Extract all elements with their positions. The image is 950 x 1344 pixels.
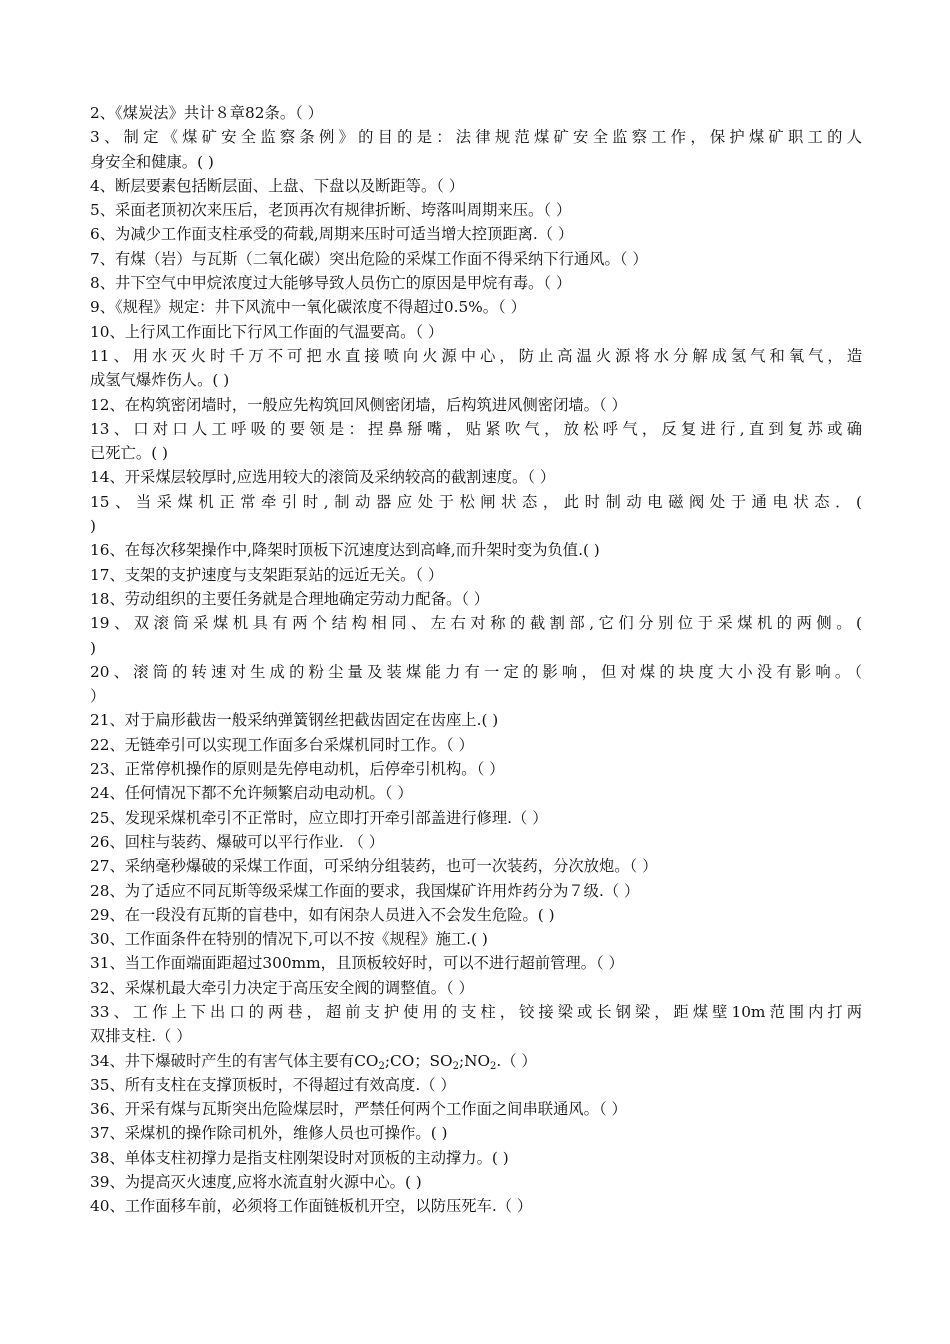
question-line: 6、为减少工作面支柱承受的荷载,周期来压时可适当增大控顶距离.（ ） [90,225,574,244]
question-line: 35、所有支柱在支撑顶板时，不得超过有效高度.（ ） [90,1075,456,1094]
question-line: 33、工作上下出口的两巷，超前支护使用的支柱，铰接梁或长钢梁，距煤壁10m范围内打两 [90,1002,862,1021]
question-line: 32、采煤机最大牵引力决定于高压安全阀的调整值。（ ） [90,978,474,997]
question-line: ） [90,687,106,706]
question-line: 19、双滚筒采煤机具有两个结构相同、左右对称的截割部,它们分别位于采煤机的两侧。( [90,614,862,633]
question-line: 27、采纳毫秒爆破的采煤工作面，可采纳分组装药，也可一次装药，分次放炮。（ ） [90,857,658,876]
question-line: 已死亡。( ) [90,444,168,463]
question-line: 22、无链牵引可以实现工作面多台采煤机同时工作。（ ） [90,735,474,754]
question-line: 16、在每次移架操作中,降架时顶板下沉速度达到高峰,而升架时变为负值.( ) [90,541,600,560]
question-line: 24、任何情况下都不允许频繁启动电动机。（ ） [90,784,413,803]
question-line: 14、开采煤层较厚时,应选用较大的滚筒及采纳较高的截割速度。（ ） [90,468,556,487]
question-line: 10、上行风工作面比下行风工作面的气温要高。（ ） [90,322,444,341]
question-line: 11、用水灭火时千万不可把水直接喷向火源中心，防止高温火源将水分解成氢气和氧气，造 [90,346,862,365]
question-line: ) [90,638,96,657]
question-line: 13、口对口人工呼吸的要领是：捏鼻掰嘴，贴紧吹气，放松呼气，反复进行,直到复苏或确 [90,419,862,438]
question-line: 30、工作面条件在特别的情况下,可以不按《规程》施工.( ) [90,930,488,949]
question-line: 38、单体支柱初撑力是指支柱刚架设时对顶板的主动撑力。( ) [90,1148,509,1167]
question-line: 31、当工作面端面距超过300mm，且顶板较好时，可以不进行超前管理。（ ） [90,954,624,973]
question-list [90,101,862,1219]
question-line: 9、《规程》规定：井下风流中一氧化碳浓度不得超过0.5%。（ ） [90,298,526,317]
question-line: 25、发现采煤机牵引不正常时，应立即打开牵引部盖进行修理.（ ） [90,808,548,827]
question-line: 身安全和健康。( ) [90,152,214,171]
question-line: 双排支柱.（ ） [90,1027,192,1046]
question-line: 4、断层要素包括断层面、上盘、下盘以及断距等。（ ） [90,176,465,195]
question-line: 28、为了适应不同瓦斯等级采煤工作面的要求，我国煤矿许用炸药分为７级.（ ） [90,881,640,900]
question-line: 21、对于扁形截齿一般采纳弹簧钢丝把截齿固定在齿座上.( ) [90,711,499,730]
question-line: 37、采煤机的操作除司机外，维修人员也可操作。( ) [90,1124,448,1143]
question-line: 5、采面老顶初次来压后，老顶再次有规律折断、垮落叫周期来压。（ ） [90,201,572,220]
question-line: 36、开采有煤与瓦斯突出危险煤层时，严禁任何两个工作面之间串联通风。（ ） [90,1100,627,1119]
question-line: 成氢气爆炸伤人。( ) [90,371,230,390]
question-line: 15、当采煤机正常牵引时,制动器应处于松闸状态，此时制动电磁阀处于通电状态．( [90,492,862,511]
question-line: 12、在构筑密闭墙时，一般应先构筑回风侧密闭墙，后构筑进风侧密闭墙。（ ） [90,395,627,414]
question-line: 8、井下空气中甲烷浓度过大能够导致人员伤亡的原因是甲烷有毒。（ ） [90,274,572,293]
question-line: 17、支架的支护速度与支架距泵站的远近无关。（ ） [90,565,444,584]
question-line: ) [90,517,96,536]
question-line: 3、制定《煤矿安全监察条例》的目的是：法律规范煤矿安全监察工作，保护煤矿职工的人 [90,128,862,147]
question-line: 26、回柱与装药、爆破可以平行作业. （ ） [90,832,385,851]
question-line: 40、工作面移车前，必须将工作面链板机开空，以防压死车.（ ） [90,1197,533,1216]
question-line: 39、为提高灭火速度,应将水流直射火源中心。( ) [90,1173,422,1192]
question-line: 23、正常停机操作的原则是先停电动机，后停牵引机构。（ ） [90,760,505,779]
question-line: 7、有煤（岩）与瓦斯（二氧化碳）突出危险的采煤工作面不得采纳下行通风。（ ） [90,249,648,268]
question-line: 34、井下爆破时产生的有害气体主要有$CO_2;CO$；$SO_2;NO_2$.（ ） [90,1051,537,1072]
question-line: 20、滚筒的转速对生成的粉尘量及装煤能力有一定的影响，但对煤的块度大小没有影响。（ [90,662,862,681]
question-line: 2、《煤炭法》共计８章82条。（ ） [90,104,323,122]
question-line: 18、劳动组织的主要任务就是合理地确定劳动力配备。（ ） [90,589,490,608]
question-line: 29、在一段没有瓦斯的盲巷中，如有闲杂人员进入不会发生危险。( ) [90,905,555,924]
